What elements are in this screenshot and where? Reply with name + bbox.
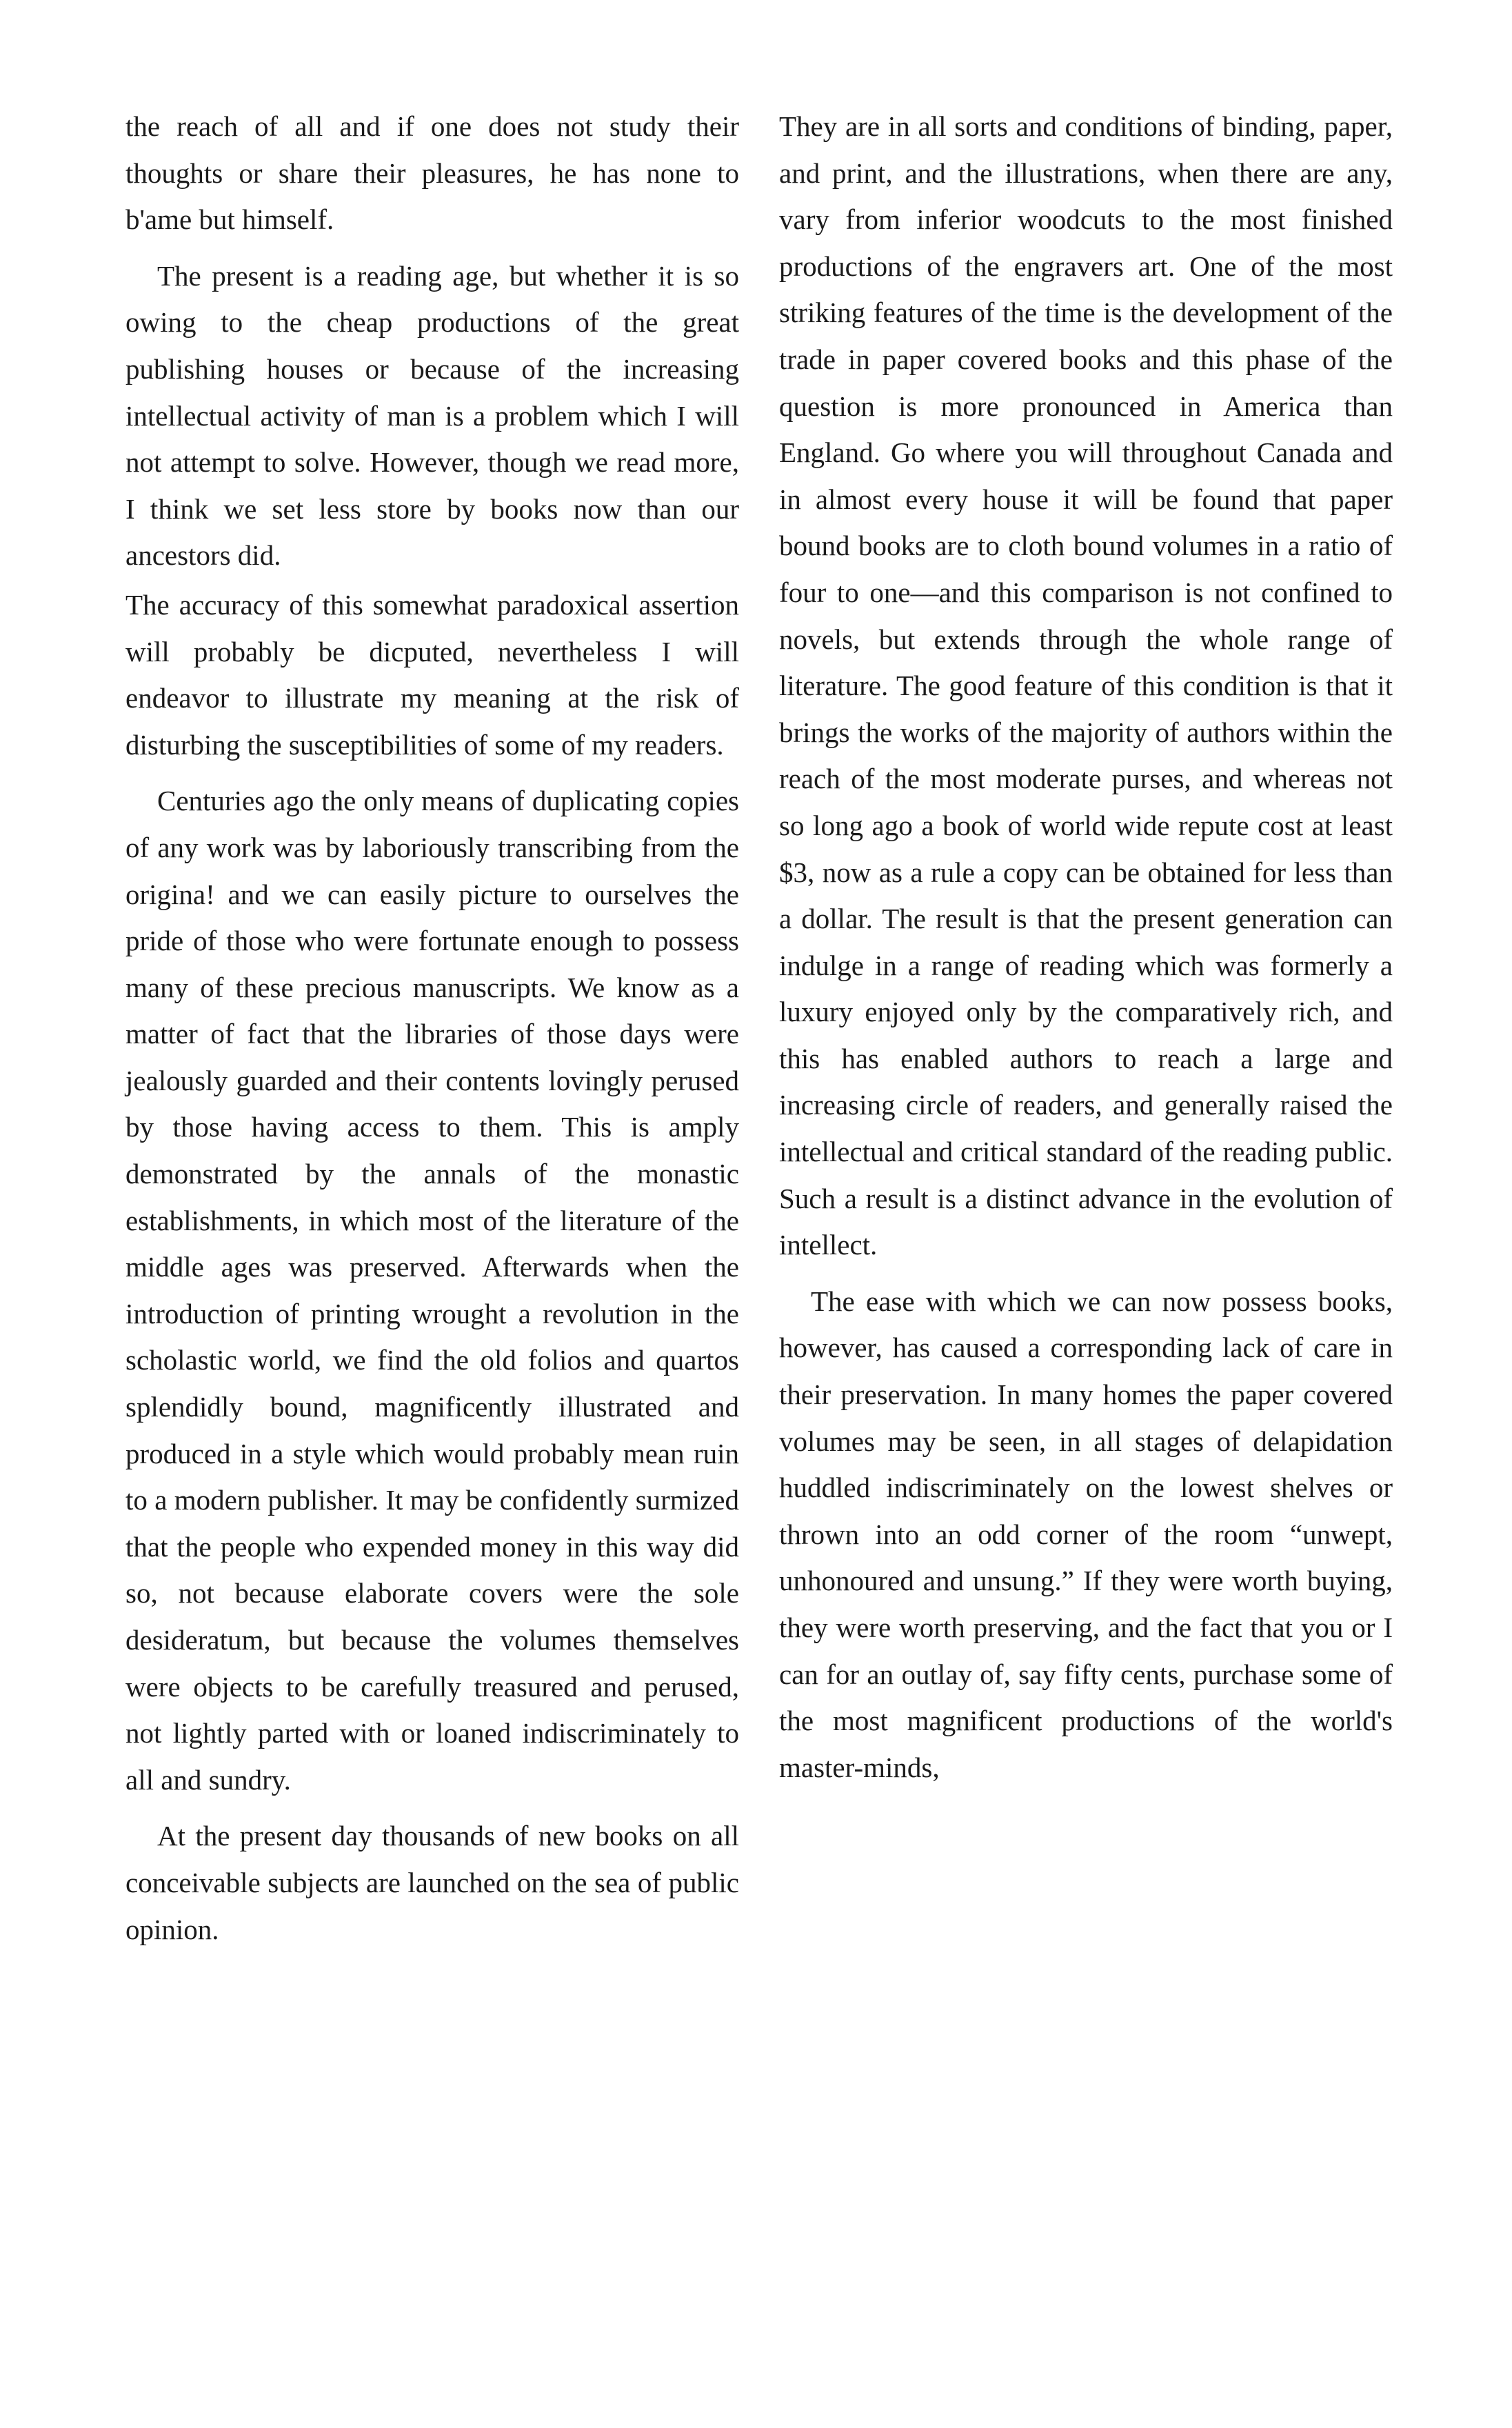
paragraph-sorts-and-conditions: They are in all sorts and conditions of binding, paper, and print, and the illustrations, when there are any, vary from inferior woodcuts to the most finished productions of the engravers art. One of the most striking features of the time is the development of the trade in paper covered books and this phase of the question is more pronounced in America than England. Go where you will throughout Canada and in almost every house it will be found that paper bound books are to cloth bound volumes in a ratio of four to one—and this comparison is not confined to novels, but extends through the whole range of literature. The good feature of this condition is that it brings the works of the majority of authors within the reach of the most moderate purses, and whereas not so long ago a book of world wide repute cost at least $3, now as a rule a copy can be obtained for less than a dollar. The result is that the present generation can indulge in a range of reading which was formerly a luxury enjoyed only by the comparatively rich, and this has enabled authors to reach a large and increasing circle of readers, and generally raised the intellectual and critical standard of the reading public. Such a result is a distinct advance in the evolution of intellect. [779,110,1393,1261]
paragraph-centuries-ago: Centuries ago the only means of duplicating copies of any work was by laboriously transcribing from the origina! and we can easily picture to ourselves the pride of those who were fortunate enough to possess many of these precious manuscripts. We know as a matter of fact that the libraries of those days were jealously guarded and their contents lovingly perused by those having access to them. This is amply demonstrated by the annals of the monastic establishments, in which most of the literature of the middle ages was preserved. Afterwards when the introduction of printing wrought a revolution in the scholastic world, we find the old folios and quartos splendidly bound, magnificently illustrated and produced in a style which would probably mean ruin to a modern publisher. It may be confidently surmized that the people who expended money in this way did so, not because elaborate covers were the sole desideratum, but because the volumes themselves were objects to be carefully treasured and perused, not lightly parted with or loaned indiscriminately to all and sundry. [125,785,739,1796]
paragraph-continued-intro: the reach of all and if one does not study their thoughts or share their pleasures, he has none to b'ame but himself. [125,110,739,236]
paragraph-present-day: At the present day thousands of new books on all conceivable subjects are launched on the sea of public opinion. [125,1820,739,1945]
paragraph-ease-of-possession: The ease with which we can now possess books, however, has caused a corresponding lack of care in their preservation. In many homes the paper covered volumes may be seen, in all stages of delapidation huddled indiscriminately on the lowest shelves or thrown into an odd corner of the room “unwept, unhonoured and unsung.” If they were worth buying, they were worth preserving, and the fact that you or I can for an outlay of, say fifty cents, purchase some of the most magnificent productions of the world's master-minds, [779,1285,1393,1783]
left-column [125,103,739,1956]
paragraph-reading-age: The present is a reading age, but whether it is so owing to the cheap productions of the great publishing houses or because of the increasing intellectual activity of man is a problem which I will not attempt to solve. However, though we read more, I think we set less store by books now than our ancestors did. [125,259,739,572]
right-column [779,103,1393,1794]
paragraph-accuracy: The accuracy of this somewhat paradoxical assertion will probably be dicputed, nevertheless I will endeavor to illustrate my meaning at the risk of disturbing the susceptibilities of some of my readers. [125,588,739,761]
